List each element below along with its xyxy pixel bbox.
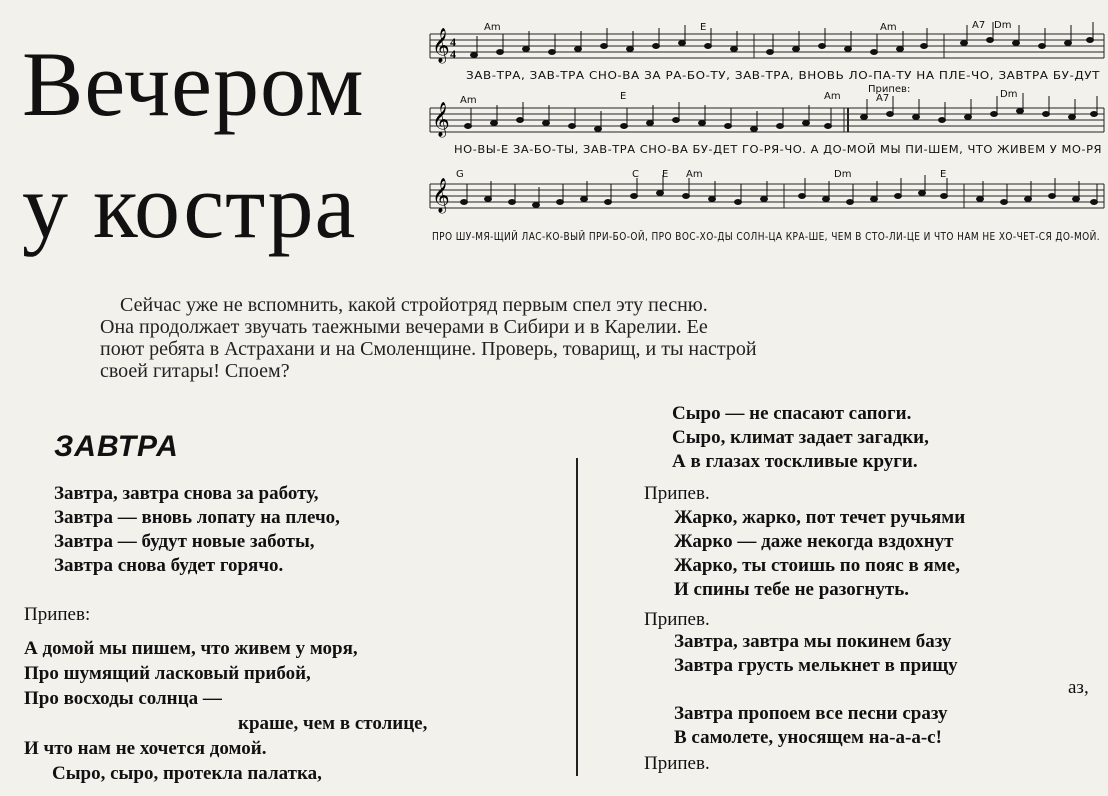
verse-line: Жарко — даже некогда вздохнут: [674, 531, 954, 552]
refrain-line: И что нам не хочется домой.: [24, 738, 267, 759]
staff-3-chord: E: [662, 169, 669, 180]
verse-line: Завтра снова будет горячо.: [54, 555, 284, 576]
intro-line: Она продолжает звучать таежными вечерами в Сибири и в Карелии. Ее: [100, 316, 708, 338]
staff-1-chord: E: [700, 22, 707, 33]
treble-clef-icon: 𝄞: [432, 29, 450, 62]
staff-3-chord: Dm: [834, 169, 852, 180]
refrain-label-right-2: Припев.: [644, 609, 710, 630]
refrain-line: краше, чем в столице,: [238, 713, 428, 734]
verse-line: Завтра, завтра снова за работу,: [54, 483, 319, 504]
svg-text:4: 4: [450, 47, 456, 61]
verse-4: [674, 630, 958, 678]
verse-4-cont: [674, 702, 948, 750]
verse-line: Завтра, завтра мы покинем базу: [674, 631, 952, 652]
refrain: [24, 636, 427, 786]
staff-1-chord: A7: [972, 20, 986, 31]
staff-3-chord: Am: [686, 169, 703, 180]
verse-line: Завтра пропоем все песни сразу: [674, 703, 948, 724]
intro-line: своей гитары! Споем?: [100, 360, 290, 382]
staff-2-chord: Am: [460, 95, 477, 106]
refrain-label-left: Припев:: [24, 604, 91, 625]
staff-3-chord: C: [632, 169, 639, 180]
refrain-line: Сыро, сыро, протекла палатка,: [52, 763, 322, 784]
staff-2-chord: E: [620, 91, 627, 102]
staff-3-chord: E: [940, 169, 947, 180]
verse-line: В самолете, уносящем на-а-а-с!: [674, 727, 942, 748]
refrain-label: Припев:: [868, 84, 911, 95]
staff-3: [430, 169, 1104, 243]
staff-2-lyrics: НО-ВЫ-Е ЗА-БО-ТЫ, ЗАВ-ТРА СНО-ВА БУ-ДЕТ ГО-РЯ-ЧО. А ДО-МОЙ МЫ ПИ-ШЕМ, ЧТО ЖИВЕМ У МО-РЯ: [454, 143, 1102, 156]
verse-2-end: [672, 402, 929, 474]
treble-clef-icon: 𝄞: [432, 103, 450, 136]
staff-3-notes: [461, 175, 1098, 208]
verse-line: А в глазах тоскливые круги.: [672, 451, 918, 472]
staff-2: [430, 84, 1104, 156]
treble-clef-icon: 𝄞: [432, 179, 450, 212]
verse-3: [674, 506, 965, 602]
verse-line-wrap: аз,: [1068, 677, 1089, 698]
refrain-label-right-1: Припев.: [644, 483, 710, 504]
staff-1: [430, 20, 1104, 82]
column-divider: [576, 458, 578, 776]
verse-line: И спины тебе не разогнуть.: [674, 579, 910, 600]
song-title: ЗАВТРА: [54, 430, 179, 463]
refrain-line: Про шумящий ласковый прибой,: [24, 663, 311, 684]
refrain-label-right-3: Припев.: [644, 753, 710, 774]
verse-1: [54, 482, 340, 578]
refrain-line: А домой мы пишем, что живем у моря,: [24, 638, 358, 659]
page-title-line-1: Вечером: [22, 33, 365, 135]
staff-2-chord: Am: [824, 91, 841, 102]
intro-line: поют ребята в Астрахани и на Смоленщине. Проверь, товарищ, и ты настрой: [100, 338, 757, 360]
sheet-music: [424, 0, 1108, 250]
verse-line: Сыро — не спасают сапоги.: [672, 403, 912, 424]
svg-text:4: 4: [450, 35, 456, 49]
staff-3-lyrics: ПРО ШУ-МЯ-ЩИЙ ЛАС-КО-ВЫЙ ПРИ-БО-ОЙ, ПРО ВОС-ХО-ДЫ СОЛН-ЦА КРА-ШЕ, ЧЕМ В СТО-ЛИ-ЦЕ И ЧТО НАМ НЕ ХО-ЧЕТ-СЯ ДО-МОЙ.: [432, 230, 1100, 243]
intro-line: Сейчас уже не вспомнить, какой стройотряд первым спел эту песню.: [120, 294, 708, 316]
verse-line: Жарко, жарко, пот течет ручьями: [674, 507, 966, 528]
music-score: [424, 0, 1108, 250]
staff-1-chord: Am: [484, 22, 501, 33]
staff-3-chord: G: [456, 169, 464, 180]
intro-paragraph: [100, 294, 1078, 382]
staff-2-chord: A7: [876, 93, 890, 104]
refrain-line: Про восходы солнца —: [24, 688, 222, 709]
verse-line: Жарко, ты стоишь по пояс в яме,: [674, 555, 960, 576]
verse-line: Сыро, климат задает загадки,: [672, 427, 929, 448]
verse-line: Завтра грусть мелькнет в прищу: [674, 655, 958, 676]
staff-1-chord: Dm: [994, 20, 1012, 31]
verse-line: Завтра — будут новые заботы,: [54, 531, 315, 552]
staff-1-chord: Am: [880, 22, 897, 33]
staff-1-lyrics: ЗАВ-ТРА, ЗАВ-ТРА СНО-ВА ЗА РА-БО-ТУ, ЗАВ-ТРА, ВНОВЬ ЛО-ПА-ТУ НА ПЛЕ-ЧО, ЗАВТРА БУ-ДУТ: [466, 69, 1100, 82]
verse-line: Завтра — вновь лопату на плечо,: [54, 507, 340, 528]
staff-2-chord: Dm: [1000, 89, 1018, 100]
page-title-line-2: у костра: [22, 155, 357, 257]
